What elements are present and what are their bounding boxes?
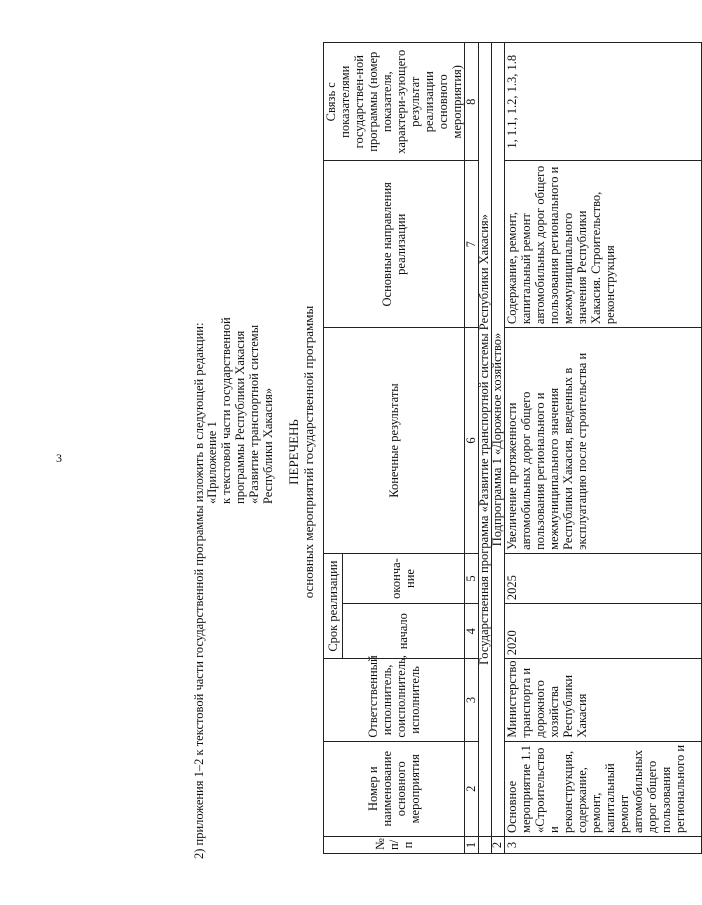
header-measure-name: Номер и наименование основного мероприятия — [324, 741, 465, 836]
table-row — [505, 43, 702, 854]
header-number: № п/п — [324, 836, 465, 853]
page-number: 3 — [56, 451, 62, 465]
title-heading: ПЕРЕЧЕНЬ — [286, 419, 301, 485]
header-end: оконча-ние — [342, 553, 464, 603]
row-number: 1 — [465, 836, 479, 853]
executor: Министерство транспорта и дорожного хозяйства Республики Хакасия — [505, 660, 589, 738]
measures-table — [323, 42, 702, 854]
executor-cell — [505, 659, 702, 741]
column-number: 4 — [465, 604, 479, 659]
column-number: 8 — [465, 43, 479, 161]
results: Увеличение протяженности автомобильных дорог общего пользования регионального и межмуниципального значения Республики Хакасия, введенных в эксплуатацию после строительства и — [505, 352, 589, 550]
measure-name: Основное мероприятие 1.1 «Строительство и реконструкция, содержание, ремонт, капитальный ремонт автомобильных дорог общего пользования регионального и — [505, 744, 687, 833]
column-number: 6 — [465, 328, 479, 554]
appendix-line: «Приложение 1 — [205, 421, 219, 504]
title-subheading: основных мероприятий государственной программы — [301, 305, 316, 599]
directions: Содержание, ремонт, капитальный ремонт автомобильных дорог общего пользования регионального и межмуниципального значения Республики Хакасия. Строительство, реконструкция — [505, 165, 617, 325]
column-number: 7 — [465, 161, 479, 328]
header-start: начало — [342, 604, 464, 659]
header-directions: Основные направления реализации — [324, 161, 465, 328]
row-number: 3 — [505, 836, 702, 853]
column-number: 5 — [465, 553, 479, 603]
results-cell — [505, 328, 702, 554]
column-number: 3 — [465, 659, 479, 741]
document-title — [286, 22, 316, 882]
end-year: 2025 — [505, 553, 702, 603]
rotated-page-content — [20, 22, 687, 882]
header-results: Конечные результаты — [324, 328, 465, 554]
header-indicator-link: Связь с показателями государствен-ной программы (номер показателя, характери-зующего результат реализации основного мероприятия) — [324, 43, 465, 161]
directions-cell — [505, 161, 702, 328]
indicator-link: 1, 1.1, 1.2, 1.3, 1.8 — [505, 43, 702, 161]
column-number: 2 — [465, 741, 479, 836]
appendix-line: Республики Хакасия» — [261, 387, 275, 504]
appendix-line: к текстовой части государственной — [219, 317, 233, 504]
header-executor: Ответственный исполнитель, соисполнитель, исполнитель — [324, 659, 465, 741]
appendix-line: программы Республики Хакасия — [233, 330, 247, 504]
intro-text: 2) приложения 1–2 к текстовой части государственной программы изложить в следующей редакции: — [192, 322, 206, 859]
subprogram-title: Подпрограмма 1 «Дорожное хозяйство» — [492, 43, 505, 837]
header-period: Срок реализации — [324, 553, 343, 658]
appendix-reference — [205, 304, 275, 504]
measure-name-cell — [505, 741, 702, 836]
subprogram-row — [492, 43, 505, 854]
start-year: 2020 — [505, 604, 702, 659]
program-title: Государственная программа «Развитие транспортной системы Республики Хакасия» — [479, 43, 492, 837]
appendix-line: «Развитие транспортной системы — [247, 324, 261, 504]
row-number: 2 — [492, 836, 505, 853]
